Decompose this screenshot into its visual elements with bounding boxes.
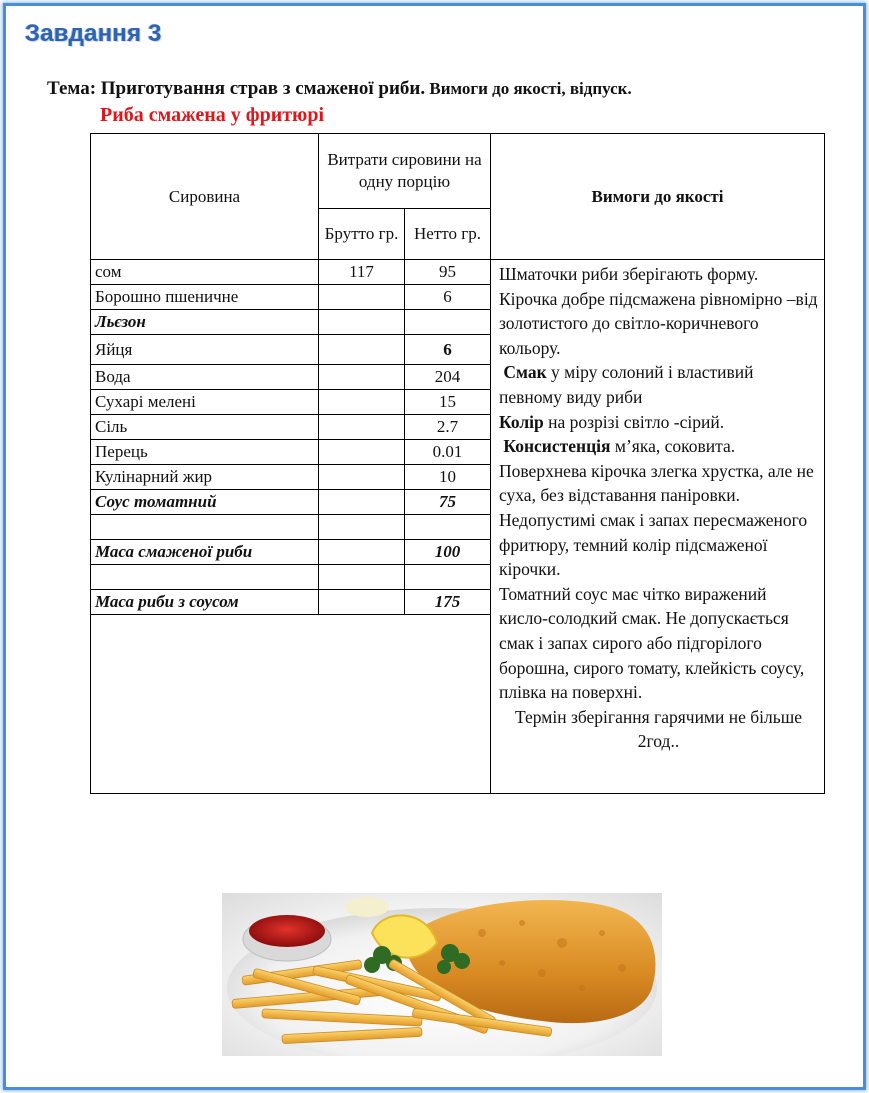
gross-value (319, 590, 405, 615)
ingredient-name: Льєзон (91, 310, 319, 335)
gross-value (319, 365, 405, 390)
quality-form-text: Шматочки риби зберігають форму. Кірочка добре підсмажена рівномірно –від золотистого до світло-коричневого кольору. (499, 264, 818, 358)
storage-text: Термін зберігання гарячими не більше 2год.. (515, 706, 802, 752)
taste-label: Смак (503, 362, 547, 383)
color-label: Колір (499, 411, 544, 432)
gross-value (319, 565, 405, 590)
net-value: 6 (405, 335, 491, 365)
ingredient-name: Сіль (91, 415, 319, 440)
texture-text: м’яка, соковита. Поверхнева кірочка злегка хрустка, але не суха, без відставання паніровки. Недопустимі смак і запах пересмаженого фритюру, темний колір підсмаженої кірочки. (499, 436, 814, 580)
topic-prefix: Тема: (47, 78, 101, 99)
net-value: 75 (405, 490, 491, 515)
header-consumption: Витрати сировини на одну порцію (319, 134, 491, 209)
ingredient-name: Маса смаженої риби (91, 540, 319, 565)
ingredient-name: Вода (91, 365, 319, 390)
header-gross: Брутто гр. (319, 209, 405, 260)
net-value (405, 515, 491, 540)
net-value (405, 310, 491, 335)
ingredient-name: сом (91, 260, 319, 285)
task-title: Завдання 3 (25, 20, 162, 47)
gross-value (319, 285, 405, 310)
empty-cell (91, 615, 491, 794)
gross-value (319, 335, 405, 365)
net-value (405, 565, 491, 590)
gross-value (319, 390, 405, 415)
net-value: 6 (405, 285, 491, 310)
ingredient-name: Перець (91, 440, 319, 465)
gross-value (319, 540, 405, 565)
gross-value (319, 490, 405, 515)
table-row (91, 260, 825, 285)
net-value: 204 (405, 365, 491, 390)
net-value: 2.7 (405, 415, 491, 440)
header-quality: Вимоги до якості (491, 134, 825, 260)
net-value: 100 (405, 540, 491, 565)
gross-value (319, 515, 405, 540)
ingredient-name: Сухарі мелені (91, 390, 319, 415)
net-value: 95 (405, 260, 491, 285)
gross-value: 117 (319, 260, 405, 285)
fried-fish-photo (222, 893, 662, 1056)
net-value: 15 (405, 390, 491, 415)
color-text: на розрізі світло -сірий. (543, 411, 725, 432)
gross-value (319, 440, 405, 465)
gross-value (319, 310, 405, 335)
net-value: 175 (405, 590, 491, 615)
ingredient-name: Маса риби з соусом (91, 590, 319, 615)
header-ingredient: Сировина (91, 134, 319, 260)
dish-title: Риба смажена у фритюрі (100, 104, 325, 126)
gross-value (319, 465, 405, 490)
gross-value (319, 415, 405, 440)
ingredient-name: Соус томатний (91, 490, 319, 515)
quality-requirements (491, 260, 825, 794)
ketchup-shape (249, 915, 325, 947)
header-net: Нетто гр. (405, 209, 491, 260)
net-value: 0.01 (405, 440, 491, 465)
ingredient-name (91, 515, 319, 540)
ingredient-name: Яйця (91, 335, 319, 365)
net-value: 10 (405, 465, 491, 490)
fish-and-chips-illustration (222, 893, 662, 1056)
texture-label: Консистенція (503, 436, 611, 457)
mayo-cup (345, 897, 389, 917)
topic-line (47, 78, 632, 100)
ingredient-name: Борошно пшеничне (91, 285, 319, 310)
recipe-table (90, 133, 825, 794)
topic-main: Приготування страв з смаженої риби. (100, 78, 426, 99)
taste-text: у міру солоний і властивий певному виду риби (499, 362, 754, 407)
sauce-quality-text: Томатний соус має чітко виражений кисло-солодкий смак. Не допускається смак і запах сирого або підгорілого борошна, сирого томату, клейкість соусу, плівка на поверхні. (499, 583, 805, 703)
ingredient-name: Кулінарний жир (91, 465, 319, 490)
topic-rest: Вимоги до якості, відпуск. (425, 79, 632, 98)
ingredient-name (91, 565, 319, 590)
